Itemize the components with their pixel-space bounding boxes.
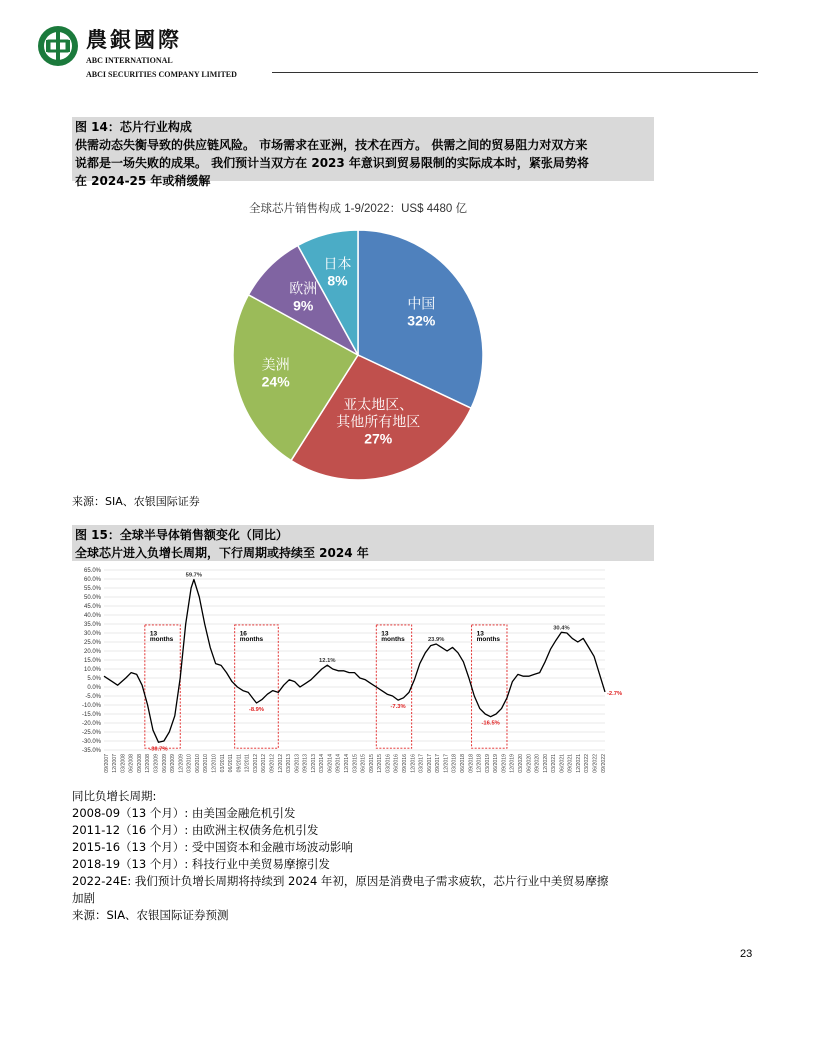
x-tick-label: 09/2015 [368, 754, 375, 773]
x-tick-label: 09/2014 [335, 754, 342, 773]
abci-logo [36, 24, 80, 68]
x-tick-label: 12/2009 [178, 754, 185, 773]
x-tick-label: 12/2011 [244, 754, 251, 773]
x-tick-label: 09/2012 [269, 754, 276, 773]
y-tick-label: 45.0% [83, 604, 101, 611]
x-tick-label: 03/2020 [517, 754, 524, 773]
x-tick-label: 03/2013 [286, 754, 293, 773]
page-number: 23 [740, 948, 753, 960]
x-tick-label: 03/2011 [219, 754, 226, 773]
x-tick-label: 03/2015 [352, 754, 359, 773]
y-tick-label: -15.0% [81, 712, 101, 719]
cycle-unit-label: months [381, 636, 405, 644]
x-tick-label: 12/2014 [344, 754, 351, 773]
x-tick-label: 09/2021 [567, 754, 574, 773]
negative-cycle-box [235, 625, 279, 748]
x-tick-label: 03/2018 [451, 754, 458, 773]
figure15-caption [72, 525, 654, 561]
y-tick-label: 35.0% [83, 622, 101, 629]
pie-slice-value: 9% [293, 297, 314, 314]
x-tick-label: 06/2017 [426, 754, 433, 773]
cycle-length-label: 13 [381, 630, 389, 638]
y-tick-label: -35.0% [81, 748, 101, 755]
x-tick-label: 06/2010 [194, 754, 201, 773]
company-name-en: ABC INTERNATIONAL [86, 56, 173, 65]
x-tick-label: 12/2018 [476, 754, 483, 773]
y-tick-label: -20.0% [81, 721, 101, 728]
data-value-label: -8.9% [248, 707, 265, 714]
pie-slice-label: 中国 [407, 296, 436, 313]
notes-heading: 同比负增长周期: [72, 789, 157, 803]
pie-slice-value: 8% [327, 272, 348, 289]
figure15-title: 图 15：全球半导体销售额变化（同比） [75, 528, 288, 542]
pie-chart [220, 220, 500, 490]
pie-chart-title: 全球芯片销售构成 1-9/2022：US$ 4480 亿 [249, 203, 467, 215]
x-tick-label: 09/2019 [501, 754, 508, 773]
x-tick-label: 12/2016 [410, 754, 417, 773]
x-tick-label: 03/2014 [319, 754, 326, 773]
data-value-label: -7.3% [390, 704, 406, 711]
x-tick-label: 06/2011 [228, 754, 235, 773]
x-tick-label: 03/2012 [252, 754, 259, 773]
pie-slice-label: 欧洲 [289, 281, 318, 298]
x-tick-label: 06/2021 [559, 754, 566, 773]
header-divider [272, 72, 758, 73]
y-tick-label: 55.0% [83, 586, 101, 593]
y-tick-label: -30.0% [81, 739, 101, 746]
figure14-desc-line3: 在 2024-25 年或稍缓解 [75, 174, 211, 188]
x-tick-label: 06/2014 [327, 754, 334, 773]
x-tick-label: 06/2015 [360, 754, 367, 773]
y-tick-label: -5.0% [85, 694, 101, 701]
line-chart [72, 563, 623, 785]
negative-cycle-box [376, 625, 411, 748]
x-tick-label: 06/2012 [261, 754, 268, 773]
data-value-label: 59.7% [185, 572, 203, 579]
y-tick-label: 10.0% [83, 667, 101, 674]
y-tick-label: 40.0% [83, 613, 101, 620]
x-tick-label: 06/2009 [161, 754, 168, 773]
cycle-length-label: 16 [239, 630, 247, 638]
x-tick-label: 12/2021 [575, 754, 582, 773]
figure15-source: 来源：SIA、农银国际证券预测 [72, 908, 229, 922]
x-tick-label: 12/2013 [310, 754, 317, 773]
figure14-title: 图 14：芯片行业构成 [75, 120, 192, 134]
data-value-label: -30.7% [149, 746, 168, 753]
x-tick-label: 03/2017 [418, 754, 425, 773]
x-tick-label: 09/2017 [435, 754, 442, 773]
cycle-unit-label: months [149, 636, 174, 644]
data-value-label: -16.5% [481, 720, 500, 727]
figure14-source: 来源：SIA、农银国际证券 [72, 495, 200, 508]
data-value-label: -2.7% [607, 690, 623, 697]
x-tick-label: 12/2007 [112, 754, 119, 773]
note-item: 2008-09（13 个月）: 由美国金融危机引发 [72, 806, 296, 820]
y-tick-label: -10.0% [81, 703, 101, 710]
pie-slice-value: 32% [407, 312, 436, 329]
company-name-cn: 農銀國際 [86, 27, 182, 52]
notes-block [72, 788, 662, 924]
x-tick-label: 06/2018 [459, 754, 466, 773]
pie-slice-value: 24% [261, 373, 290, 390]
y-tick-label: 25.0% [83, 640, 101, 647]
figure14-desc-line1: 供需动态失衡导致的供应链风险。 市场需求在亚洲，技术在西方。 供需之间的贸易阻力对双方来 [75, 138, 588, 152]
pie-slice-value: 27% [364, 430, 393, 447]
cycle-length-label: 13 [149, 630, 158, 638]
data-value-label: 12.1% [319, 658, 336, 665]
x-tick-label: 12/2019 [509, 754, 516, 773]
x-tick-label: 03/2022 [584, 754, 591, 773]
x-tick-label: 12/2008 [145, 754, 152, 773]
x-tick-label: 06/2016 [393, 754, 400, 773]
negative-cycle-box [145, 625, 180, 748]
note-item: 2018-19（13 个月）: 科技行业中美贸易摩擦引发 [72, 857, 330, 871]
y-tick-label: 30.0% [83, 631, 101, 638]
x-tick-label: 06/2022 [592, 754, 599, 773]
pie-slice-label: 其他所有地区 [336, 414, 421, 431]
note-item: 2022-24E: 我们预计负增长周期将持续到 2024 年初，原因是消费电子需求疲软，芯片行业中美贸易摩擦 [72, 874, 609, 888]
note-item: 加剧 [72, 891, 95, 905]
x-tick-label: 09/2018 [468, 754, 475, 773]
x-tick-label: 12/2017 [443, 754, 450, 773]
negative-cycle-box [472, 625, 507, 748]
company-name-full: ABCI SECURITIES COMPANY LIMITED [86, 70, 237, 79]
note-item: 2011-12（16 个月）: 由欧洲主权债务危机引发 [72, 823, 319, 837]
x-tick-label: 03/2010 [186, 754, 193, 773]
x-tick-label: 06/2020 [526, 754, 533, 773]
y-tick-label: 65.0% [83, 568, 101, 575]
x-tick-label: 03/2009 [153, 754, 160, 773]
yoy-growth-line [104, 580, 605, 743]
x-tick-label: 09/2020 [534, 754, 541, 773]
x-tick-label: 09/2013 [302, 754, 309, 773]
y-tick-label: 5.0% [87, 676, 101, 683]
x-tick-label: 09/2022 [600, 754, 607, 773]
x-tick-label: 09/2016 [402, 754, 408, 773]
x-tick-label: 09/2008 [136, 754, 143, 773]
y-tick-label: 60.0% [83, 577, 101, 584]
cycle-unit-label: months [476, 636, 501, 644]
y-tick-label: 20.0% [83, 649, 101, 656]
x-tick-label: 06/2008 [128, 754, 135, 773]
x-tick-label: 12/2015 [377, 754, 384, 773]
x-tick-label: 12/2012 [277, 754, 284, 773]
pie-slice-label: 日本 [323, 256, 352, 273]
data-value-label: 30.4% [553, 625, 570, 632]
cycle-unit-label: months [239, 636, 264, 644]
note-item: 2015-16（13 个月）: 受中国资本和金融市场波动影响 [72, 840, 353, 854]
pie-slice-label: 美洲 [261, 357, 290, 374]
x-tick-label: 09/2007 [103, 754, 110, 773]
x-tick-label: 06/2019 [493, 754, 500, 773]
x-tick-label: 06/2013 [294, 754, 301, 773]
x-tick-label: 09/2011 [236, 754, 243, 773]
y-tick-label: 0.0% [87, 685, 101, 692]
y-tick-label: 15.0% [83, 658, 101, 665]
x-tick-label: 12/2010 [211, 754, 218, 773]
x-tick-label: 03/2019 [484, 754, 491, 773]
data-value-label: 23.9% [427, 636, 445, 643]
x-tick-label: 09/2009 [170, 754, 177, 773]
figure14-caption [72, 117, 654, 188]
y-tick-label: -25.0% [81, 730, 101, 737]
x-tick-label: 09/2010 [203, 754, 210, 773]
figure14-desc-line2: 说都是一场失败的成果。 我们预计当双方在 2023 年意识到贸易限制的实际成本时，紧张局势将 [75, 156, 589, 170]
cycle-length-label: 13 [476, 630, 484, 638]
pie-slice-label: 亚太地区、 [343, 397, 414, 414]
figure15-subtitle: 全球芯片进入负增长周期，下行周期或持续至 2024 年 [75, 546, 369, 560]
x-tick-label: 12/2020 [542, 754, 549, 773]
x-tick-label: 03/2021 [551, 754, 558, 773]
y-tick-label: 50.0% [83, 595, 101, 602]
x-tick-label: 03/2016 [385, 754, 392, 773]
x-tick-label: 03/2008 [120, 754, 127, 773]
